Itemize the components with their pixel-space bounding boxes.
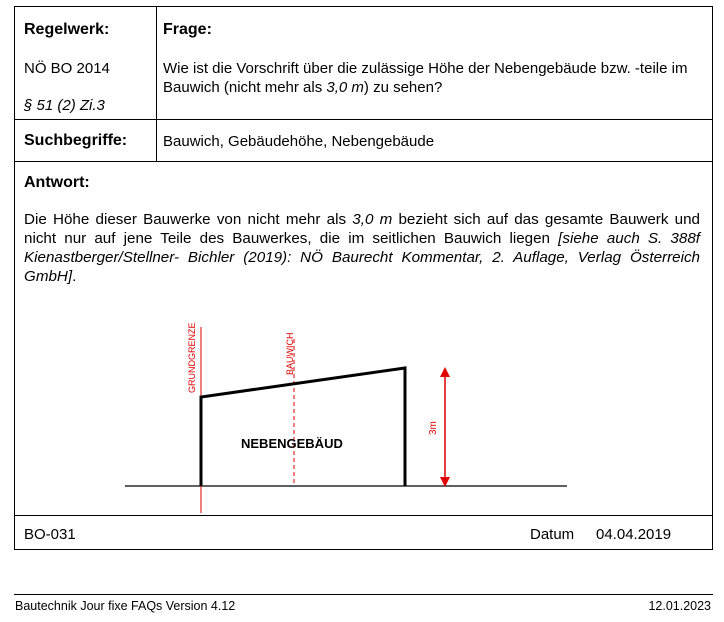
- answer-label: Antwort:: [24, 174, 90, 191]
- date-value: 04.04.2019: [596, 526, 672, 543]
- paragraph-reference: § 51 (2) Zi.3: [24, 97, 105, 114]
- footer-title: Bautechnik Jour fixe FAQs Version 4.12: [15, 599, 236, 613]
- building-diagram: [15, 7, 714, 515]
- building-label: NEBENGEBÄUD: [241, 436, 343, 451]
- answer-end: .: [72, 268, 77, 285]
- faq-card: [14, 6, 713, 550]
- boundary-label: GRUNDGRENZE: [187, 322, 197, 393]
- frage-label: Frage:: [163, 21, 212, 38]
- question-value: 3,0 m: [326, 79, 364, 96]
- regelwerk-value: NÖ BO 2014: [24, 60, 110, 77]
- question-part: ) zu sehen?: [363, 79, 443, 96]
- regelwerk-label: Regelwerk:: [24, 21, 110, 38]
- row-divider: [15, 515, 712, 516]
- building-outline: [201, 368, 405, 486]
- footer-divider: [14, 594, 713, 595]
- record-id: BO-031: [24, 526, 76, 543]
- answer-value: 3,0 m: [352, 211, 393, 228]
- search-label: Suchbegriffe:: [24, 132, 128, 149]
- answer-part: bezieht sich auf das gesamte Bauwerk und nicht nur auf jene Teile des Bauwerkes, die im seitlichen Bauwich liegen: [24, 211, 701, 247]
- answer-reference: [siehe auch S. 388f Kienastberger/Stellner- Bichler (2019): NÖ Baurecht Kommentar, 2. Auflage, Verlag Österreich GmbH]: [24, 230, 700, 285]
- height-label: 3m: [428, 421, 439, 435]
- footer-date: 12.01.2023: [648, 599, 711, 613]
- answer-part: Die Höhe dieser Bauwerke von nicht mehr als: [24, 211, 353, 228]
- bauwich-label: BAUWICH: [285, 332, 295, 375]
- search-terms: Bauwich, Gebäudehöhe, Nebengebäude: [163, 133, 435, 150]
- date-label: Datum: [530, 526, 575, 543]
- question-part: Wie ist die Vorschrift über die zulässige Höhe der Nebengebäude bzw. -teile im Bauwich (nicht mehr als: [163, 60, 688, 96]
- arrow-up-icon: [440, 367, 450, 377]
